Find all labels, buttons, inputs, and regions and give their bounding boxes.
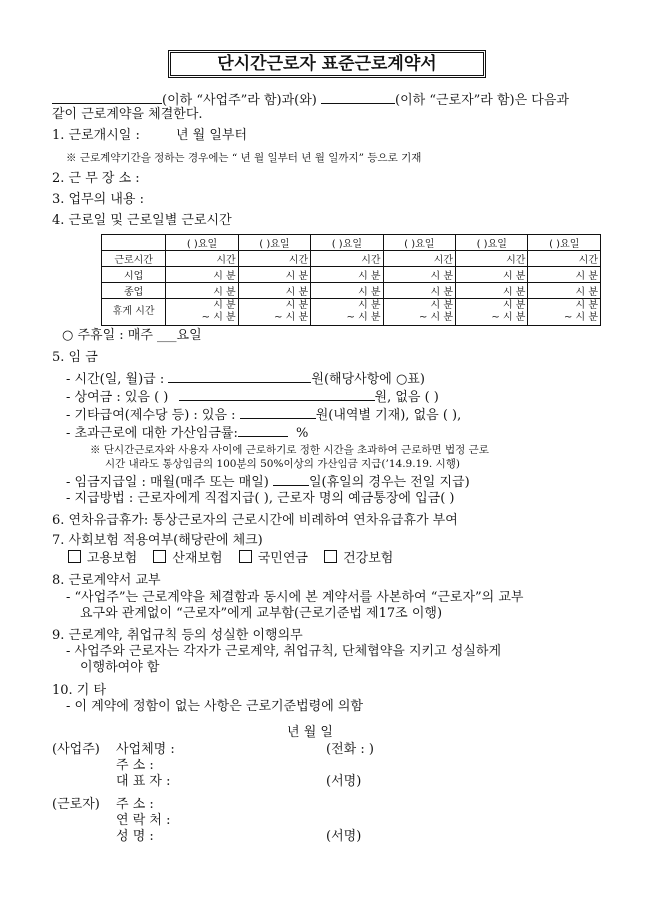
row-label-end: 종업	[102, 283, 166, 299]
table-row	[102, 283, 601, 299]
start-date-label: 1. 근로개시일 :	[52, 128, 140, 143]
break-end: ~ 시 분	[346, 312, 381, 323]
break-time-cell[interactable]	[528, 299, 601, 326]
start-time-cell[interactable]: 시 분	[311, 267, 383, 283]
insurance-option[interactable]	[239, 551, 308, 566]
wage-hourly-line	[66, 370, 425, 388]
obligation-heading: 9. 근로계약, 취업규칙 등의 성실한 이행의무	[52, 628, 303, 643]
worker-contact-label[interactable]: 연 락 처 :	[116, 813, 171, 828]
break-end: ~ 시 분	[563, 312, 598, 323]
hours-cell[interactable]: 시간	[528, 251, 601, 267]
bonus-suffix[interactable]: 원, 없음 ( )	[374, 390, 439, 405]
wage-hourly-label: - 시간(일, 월)급 :	[66, 372, 165, 387]
bonus-label[interactable]: - 상여금 : 있음 ( )	[66, 390, 169, 405]
checkbox[interactable]	[239, 550, 252, 563]
worker-address-label[interactable]: 주 소 :	[116, 797, 154, 812]
day-header[interactable]: ( )요일	[238, 235, 310, 251]
table-row	[102, 267, 601, 283]
start-time-cell[interactable]: 시 분	[528, 267, 601, 283]
wage-heading: 5. 임 금	[52, 350, 98, 365]
work-hours-table	[101, 234, 601, 326]
end-time-cell[interactable]: 시 분	[383, 283, 455, 299]
bonus-amount-blank[interactable]	[179, 388, 375, 401]
payday-line	[66, 473, 470, 491]
contract-delivery-text-1: - “사업주”는 근로계약을 체결함과 동시에 본 계약서를 사본하여 “근로자”의 교부	[66, 590, 524, 605]
break-time-cell[interactable]	[166, 299, 238, 326]
checkbox[interactable]	[324, 550, 337, 563]
hours-cell[interactable]: 시간	[311, 251, 383, 267]
start-date-note: ※ 근로계약기간을 정하는 경우에는 “ 년 월 일부터 년 월 일까지” 등으로 기재	[66, 152, 422, 164]
break-start: 시 분	[358, 300, 381, 311]
bonus-line	[66, 388, 439, 406]
other-text: - 이 계약에 정함이 없는 사항은 근로기준법령에 의함	[66, 699, 364, 714]
start-time-cell[interactable]: 시 분	[166, 267, 238, 283]
break-end: ~ 시 분	[418, 312, 454, 323]
business-name-label[interactable]: 사업체명 :	[116, 742, 175, 757]
job-description-label[interactable]: 3. 업무의 내용 :	[52, 192, 144, 207]
day-header[interactable]: ( )요일	[166, 235, 238, 251]
intro-employer-text: (이하 “사업주”라 함)과(와)	[162, 93, 317, 108]
break-time-cell[interactable]	[238, 299, 310, 326]
end-time-cell[interactable]: 시 분	[238, 283, 310, 299]
phone-field[interactable]: (전화 : )	[326, 742, 374, 757]
other-pay-label[interactable]: - 기타급여(제수당 등) : 있음 :	[66, 408, 236, 423]
other-pay-suffix[interactable]: 원(내역별 기재), 없음 ( ),	[315, 408, 462, 423]
insurance-option[interactable]	[68, 551, 137, 566]
row-label-start: 시업	[102, 267, 166, 283]
break-end: ~ 시 분	[201, 312, 236, 323]
start-time-cell[interactable]: 시 분	[238, 267, 310, 283]
insurance-option[interactable]	[153, 551, 222, 566]
percent-sign: %	[296, 426, 309, 441]
break-time-cell[interactable]	[456, 299, 528, 326]
end-time-cell[interactable]: 시 분	[166, 283, 238, 299]
worker-role: (근로자)	[52, 797, 100, 812]
payday-label: - 임금지급일 : 매월(매주 또는 매일)	[66, 475, 269, 490]
other-heading: 10. 기 타	[52, 683, 107, 698]
representative-label[interactable]: 대 표 자 :	[116, 774, 171, 789]
overtime-note-2: 시간 내라도 통상임금의 100분의 50%이상의 가산임금 지급(’14.9.19. 시행)	[105, 458, 460, 470]
intro-worker-text: (이하 “근로자”라 함)은 다음과	[395, 93, 569, 108]
pay-method-line[interactable]: - 지급방법 : 근로자에게 직접지급( ), 근로자 명의 예금통장에 입금( )	[66, 491, 455, 506]
wage-amount-blank[interactable]	[168, 370, 311, 383]
table-row	[102, 251, 601, 267]
obligation-text-1: - 사업주와 근로자는 각자가 근로계약, 취업규칙, 단체협약을 지키고 성실하게	[66, 644, 502, 659]
break-time-cell[interactable]	[311, 299, 383, 326]
start-time-cell[interactable]: 시 분	[456, 267, 528, 283]
annual-leave: 6. 연차유급휴가: 통상근로자의 근로시간에 비례하여 연차유급휴가 부여	[52, 513, 458, 528]
overtime-note-1: ※ 단시간근로자와 사용자 사이에 근로하기로 정한 시간을 초과하여 근로하면 법정 근로	[90, 444, 489, 456]
break-start: 시 분	[213, 300, 236, 311]
day-header[interactable]: ( )요일	[456, 235, 528, 251]
row-label-break: 휴게 시간	[102, 299, 166, 326]
employer-signature[interactable]: (서명)	[326, 774, 362, 789]
weekly-holiday[interactable]: ○ 주휴일 : 매주 ___요일	[62, 328, 202, 343]
break-end: ~ 시 분	[274, 312, 309, 323]
hours-cell[interactable]: 시간	[238, 251, 310, 267]
work-days-heading: 4. 근로일 및 근로일별 근로시간	[52, 213, 232, 228]
insurance-label: 고용보험	[87, 551, 138, 566]
break-start: 시 분	[430, 300, 454, 311]
hours-cell[interactable]: 시간	[456, 251, 528, 267]
worker-name-label[interactable]: 성 명 :	[116, 829, 154, 844]
insurance-options	[68, 550, 393, 567]
checkbox[interactable]	[68, 550, 81, 563]
worker-signature[interactable]: (서명)	[326, 829, 362, 844]
checkbox[interactable]	[153, 550, 166, 563]
contract-delivery-text-2: 요구와 관계없이 “근로자”에게 교부함(근로기준법 제17조 이행)	[80, 606, 443, 621]
end-time-cell[interactable]: 시 분	[311, 283, 383, 299]
workplace-label[interactable]: 2. 근 무 장 소 :	[52, 171, 140, 186]
day-header[interactable]: ( )요일	[383, 235, 455, 251]
sign-date[interactable]: 년 월 일	[287, 725, 333, 740]
overtime-rate-line	[66, 424, 308, 442]
table-row	[102, 299, 601, 326]
start-date-value[interactable]: 년 월 일부터	[175, 128, 248, 143]
insurance-label: 건강보험	[343, 551, 394, 566]
obligation-text-2: 이행하여야 함	[80, 660, 160, 675]
payday-blank[interactable]	[273, 473, 309, 486]
document-title: 단시간근로자 표준근로계약서	[168, 50, 486, 78]
break-start: 시 분	[285, 300, 309, 311]
hours-cell[interactable]: 시간	[383, 251, 455, 267]
end-time-cell[interactable]: 시 분	[528, 283, 601, 299]
employer-name-blank[interactable]	[52, 91, 162, 104]
insurance-label: 산재보험	[172, 551, 223, 566]
contract-delivery-heading: 8. 근로계약서 교부	[52, 573, 161, 588]
social-insurance-heading: 7. 사회보험 적용여부(해당란에 체크)	[52, 533, 263, 548]
other-pay-line	[66, 406, 461, 424]
hours-cell[interactable]: 시간	[166, 251, 238, 267]
worker-name-blank[interactable]	[321, 91, 395, 104]
row-label-hours: 근로시간	[102, 251, 166, 267]
table-row	[102, 235, 601, 251]
payday-suffix: 일(휴일의 경우는 전일 지급)	[308, 475, 470, 490]
start-time-cell[interactable]: 시 분	[383, 267, 455, 283]
break-end: ~ 시 분	[491, 312, 526, 323]
day-header[interactable]: ( )요일	[311, 235, 383, 251]
break-start: 시 분	[575, 300, 598, 311]
overtime-rate-label: - 초과근로에 대한 가산임금률:	[66, 426, 238, 441]
end-time-cell[interactable]: 시 분	[456, 283, 528, 299]
insurance-option[interactable]	[324, 551, 393, 566]
intro-line-2: 같이 근로계약을 체결한다.	[52, 107, 203, 122]
employer-role: (사업주)	[52, 742, 100, 757]
day-header[interactable]: ( )요일	[528, 235, 601, 251]
section-1	[52, 128, 247, 144]
wage-hourly-suffix: 원(해당사항에 ○표)	[311, 372, 425, 387]
overtime-rate-blank[interactable]	[238, 424, 288, 437]
employer-address-label[interactable]: 주 소 :	[116, 758, 154, 773]
insurance-label: 국민연금	[257, 551, 308, 566]
break-start: 시 분	[502, 300, 526, 311]
break-time-cell[interactable]	[383, 299, 455, 326]
other-pay-blank[interactable]	[240, 406, 316, 419]
table-corner-cell	[102, 235, 166, 251]
